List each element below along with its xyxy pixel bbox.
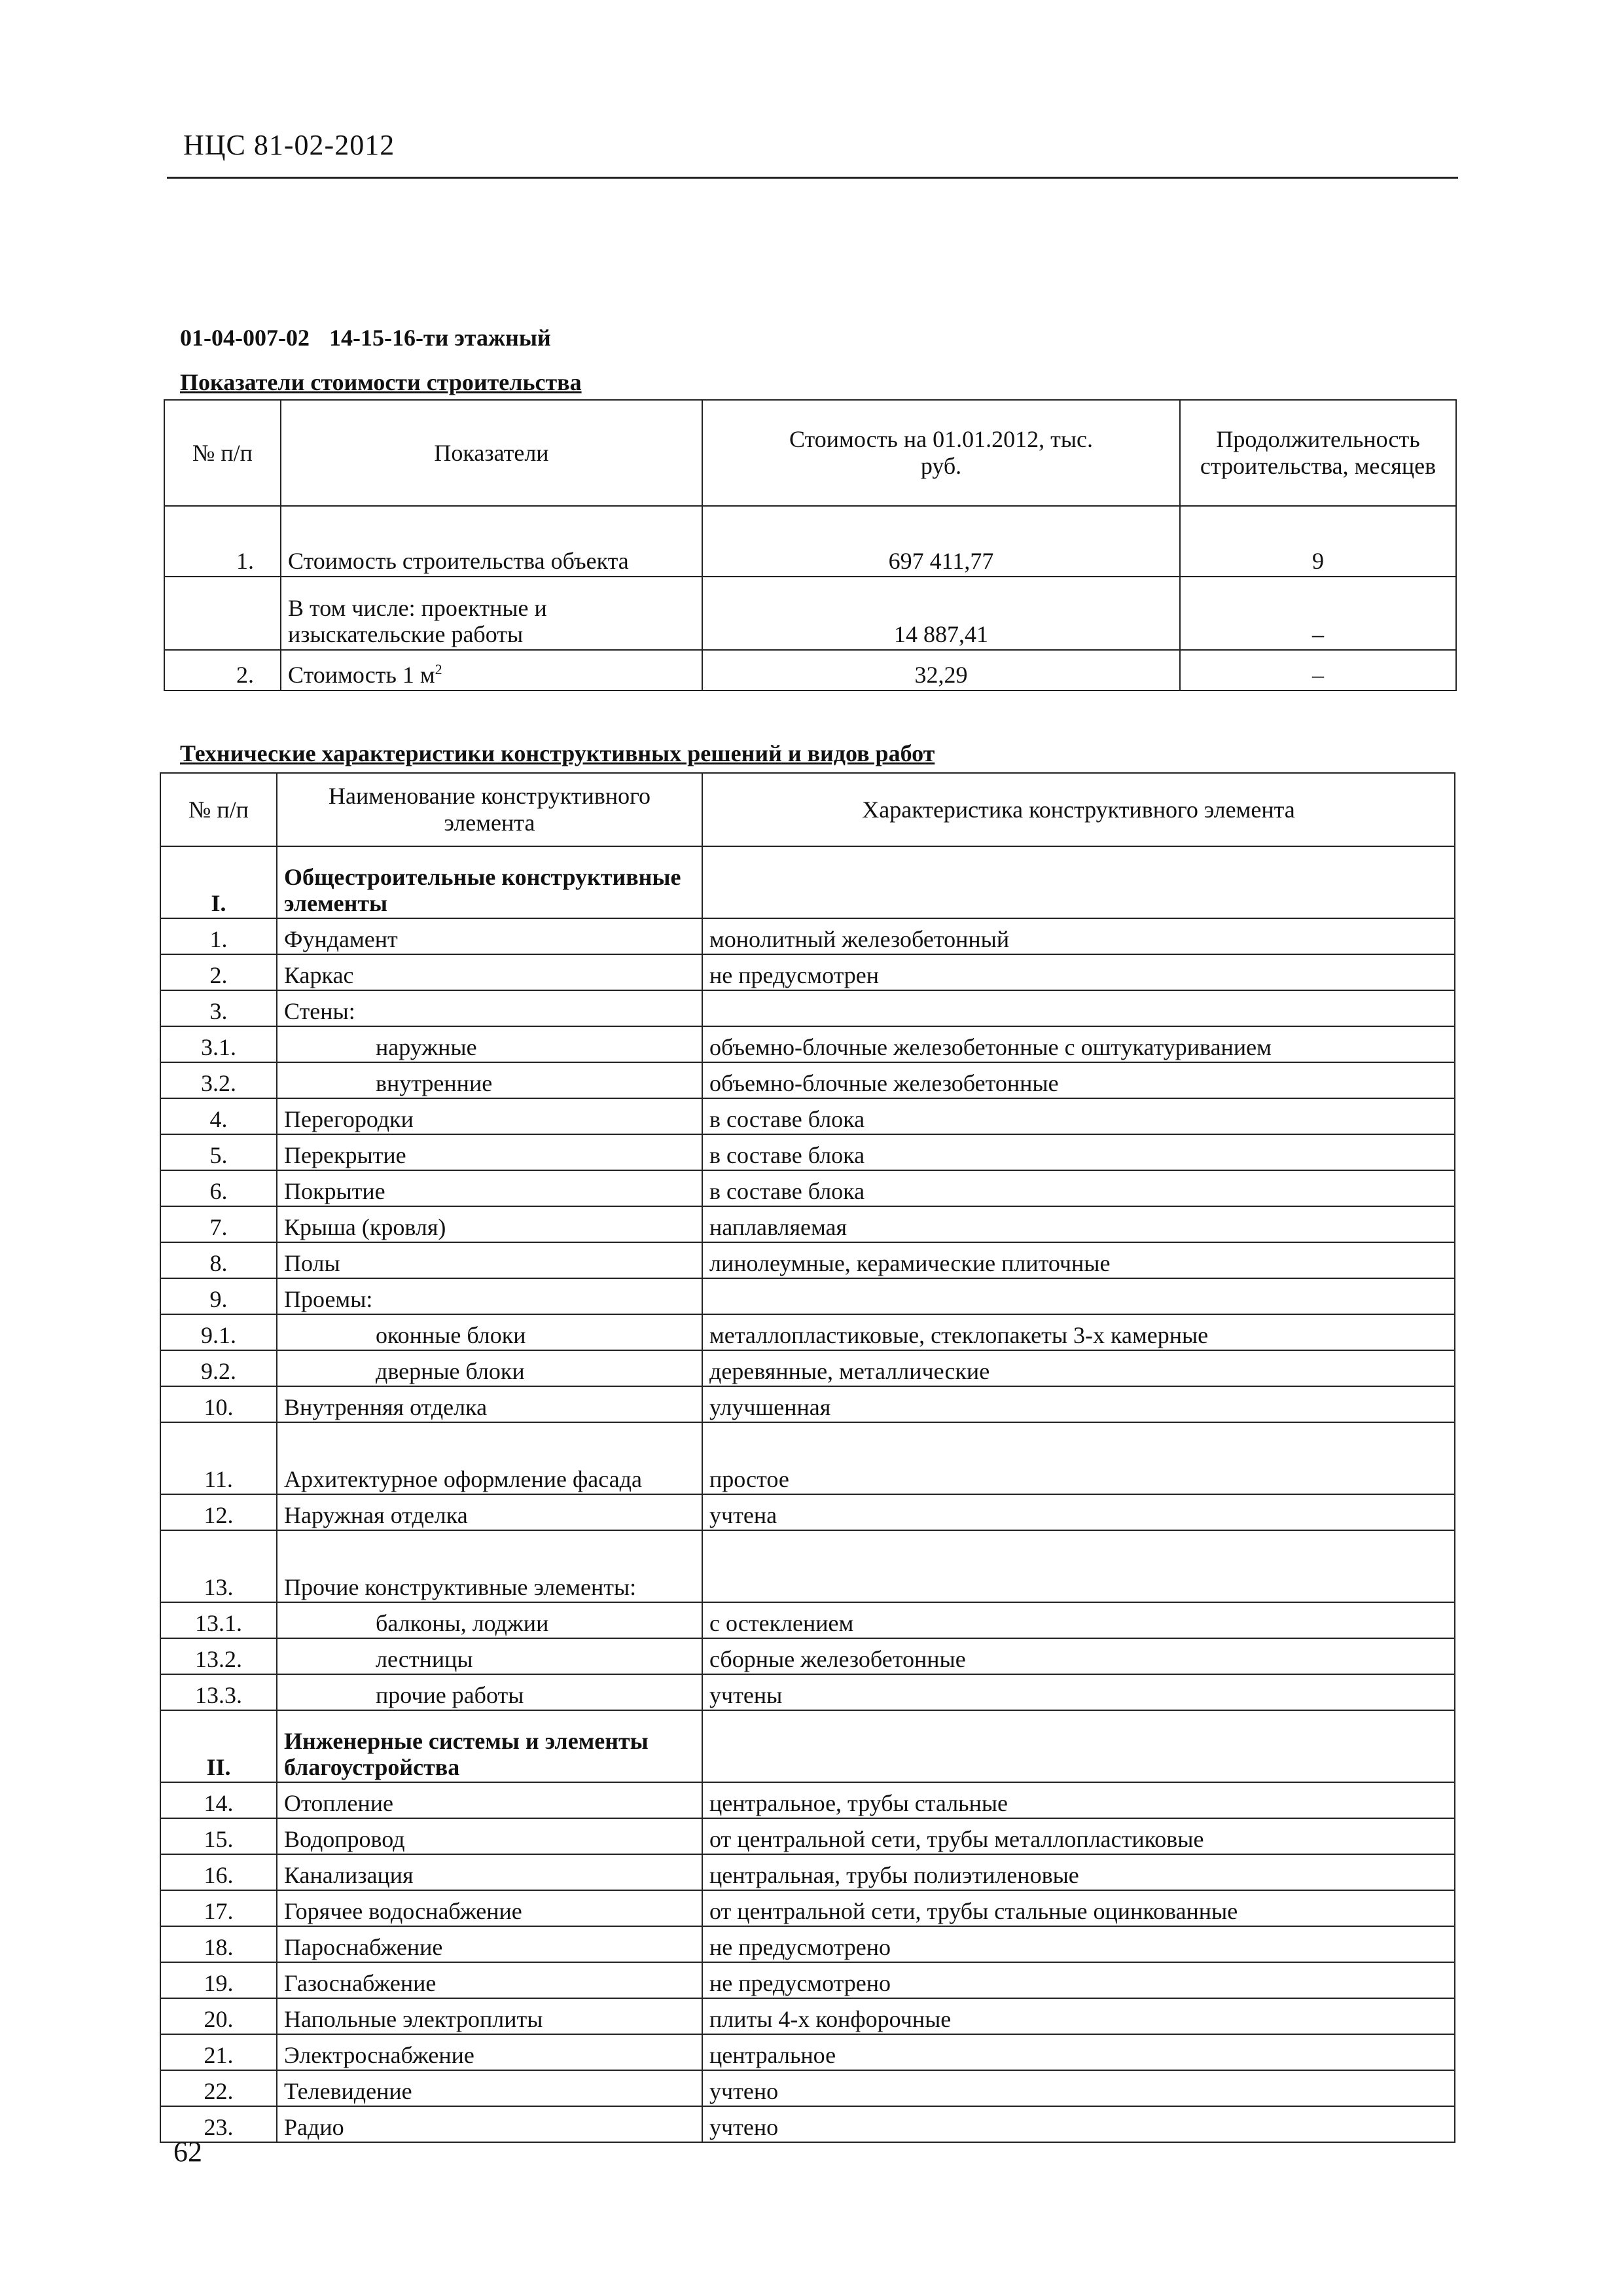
row-number: 6.: [160, 1170, 277, 1206]
element-characteristic: простое: [702, 1422, 1455, 1494]
column-header: Наименование конструктивного элемента: [277, 773, 702, 846]
element-characteristic: в составе блока: [702, 1170, 1455, 1206]
table-row: [160, 1098, 1455, 1134]
table-row: [160, 1350, 1455, 1386]
row-number: 10.: [160, 1386, 277, 1422]
element-characteristic: монолитный железобетонный: [702, 918, 1455, 954]
table-row: [160, 1602, 1455, 1638]
row-number: 13.2.: [160, 1638, 277, 1674]
element-characteristic: с остеклением: [702, 1602, 1455, 1638]
element-characteristic: плиты 4-х конфорочные: [702, 1998, 1455, 2034]
duration-value: –: [1180, 577, 1456, 650]
element-name: Стены:: [277, 990, 702, 1026]
table-row: [160, 1242, 1455, 1278]
element-characteristic: учтены: [702, 1674, 1455, 1710]
indicator-name: [281, 650, 702, 691]
element-name: Покрытие: [277, 1170, 702, 1206]
element-characteristic: учтена: [702, 1494, 1455, 1530]
table-row: [160, 1494, 1455, 1530]
cost-table: [164, 399, 1457, 691]
element-characteristic: центральное, трубы стальные: [702, 1782, 1455, 1818]
element-characteristic: объемно-блочные железобетонные с оштукатуриванием: [702, 1026, 1455, 1062]
indicator-name-text: Стоимость 1 м: [288, 662, 435, 689]
table-row: [160, 1422, 1455, 1494]
row-number: I.: [160, 846, 277, 918]
row-number: 16.: [160, 1854, 277, 1890]
table-row: [160, 918, 1455, 954]
element-name: Общестроительные конструктивные элементы: [277, 846, 702, 918]
section-title: 14-15-16-ти этажный: [329, 325, 551, 351]
element-name: наружные: [277, 1026, 702, 1062]
element-name: прочие работы: [277, 1674, 702, 1710]
row-number: 22.: [160, 2070, 277, 2106]
element-characteristic: улучшенная: [702, 1386, 1455, 1422]
element-characteristic: объемно-блочные железобетонные: [702, 1062, 1455, 1098]
row-number: 1.: [164, 506, 281, 577]
element-characteristic: линолеумные, керамические плиточные: [702, 1242, 1455, 1278]
table-row: [160, 2070, 1455, 2106]
table-row: [160, 1782, 1455, 1818]
element-characteristic: учтено: [702, 2106, 1455, 2142]
element-name: Напольные электроплиты: [277, 1998, 702, 2034]
table-row: [160, 1386, 1455, 1422]
row-number: [164, 577, 281, 650]
row-number: 1.: [160, 918, 277, 954]
table-row: [160, 1134, 1455, 1170]
row-number: 21.: [160, 2034, 277, 2070]
element-characteristic: [702, 1278, 1455, 1314]
column-header: Характеристика конструктивного элемента: [702, 773, 1455, 846]
table-row: [160, 1710, 1455, 1782]
table-row: [160, 2106, 1455, 2142]
table-row: [160, 1170, 1455, 1206]
tech-table-header-row: [160, 773, 1455, 846]
duration-value: –: [1180, 650, 1456, 691]
table-row: [160, 1998, 1455, 2034]
table-row: [160, 1278, 1455, 1314]
row-number: 12.: [160, 1494, 277, 1530]
element-characteristic: сборные железобетонные: [702, 1638, 1455, 1674]
element-name: Архитектурное оформление фасада: [277, 1422, 702, 1494]
table-row: [160, 1638, 1455, 1674]
element-characteristic: центральное: [702, 2034, 1455, 2070]
element-name: Канализация: [277, 1854, 702, 1890]
element-characteristic: [702, 990, 1455, 1026]
table-row: [160, 846, 1455, 918]
column-header: № п/п: [160, 773, 277, 846]
row-number: 13.3.: [160, 1674, 277, 1710]
row-number: 15.: [160, 1818, 277, 1854]
row-number: 19.: [160, 1962, 277, 1998]
row-number: 3.2.: [160, 1062, 277, 1098]
indicator-name: В том числе: проектные и изыскательские работы: [281, 577, 702, 650]
element-name: Инженерные системы и элементы благоустройства: [277, 1710, 702, 1782]
row-number: 9.1.: [160, 1314, 277, 1350]
table-row: [160, 954, 1455, 990]
element-characteristic: учтено: [702, 2070, 1455, 2106]
element-name: Проемы:: [277, 1278, 702, 1314]
table-row: [160, 1530, 1455, 1602]
tech-table-title: Технические характеристики конструктивных решений и видов работ: [180, 740, 935, 766]
cost-table-title: Показатели стоимости строительства: [180, 369, 582, 395]
element-name: Полы: [277, 1242, 702, 1278]
element-characteristic: не предусмотрен: [702, 954, 1455, 990]
indicator-name: Стоимость строительства объекта: [281, 506, 702, 577]
tech-table: [160, 772, 1455, 2143]
tech-table-body: [160, 846, 1455, 2142]
table-row: [160, 1926, 1455, 1962]
duration-value: 9: [1180, 506, 1456, 577]
element-name: Перегородки: [277, 1098, 702, 1134]
row-number: 3.: [160, 990, 277, 1026]
element-name: Прочие конструктивные элементы:: [277, 1530, 702, 1602]
row-number: 5.: [160, 1134, 277, 1170]
table-row: [164, 650, 1456, 691]
element-characteristic: деревянные, металлические: [702, 1350, 1455, 1386]
element-name: Водопровод: [277, 1818, 702, 1854]
element-name: Электроснабжение: [277, 2034, 702, 2070]
column-header: № п/п: [164, 400, 281, 506]
element-characteristic: [702, 1530, 1455, 1602]
row-number: II.: [160, 1710, 277, 1782]
row-number: 9.: [160, 1278, 277, 1314]
element-name: Пароснабжение: [277, 1926, 702, 1962]
row-number: 13.: [160, 1530, 277, 1602]
row-number: 13.1.: [160, 1602, 277, 1638]
table-row: [160, 1314, 1455, 1350]
table-row: [160, 2034, 1455, 2070]
element-characteristic: в составе блока: [702, 1098, 1455, 1134]
element-name: оконные блоки: [277, 1314, 702, 1350]
row-number: 8.: [160, 1242, 277, 1278]
element-name: Внутренняя отделка: [277, 1386, 702, 1422]
superscript: 2: [435, 661, 442, 678]
section-heading: [180, 324, 551, 351]
table-row: [160, 1818, 1455, 1854]
row-number: 2.: [160, 954, 277, 990]
element-name: лестницы: [277, 1638, 702, 1674]
row-number: 7.: [160, 1206, 277, 1242]
column-header: Продолжительность строительства, месяцев: [1180, 400, 1456, 506]
table-row: [164, 506, 1456, 577]
element-name: внутренние: [277, 1062, 702, 1098]
row-number: 18.: [160, 1926, 277, 1962]
table-row: [160, 990, 1455, 1026]
element-name: Каркас: [277, 954, 702, 990]
table-row: [160, 1854, 1455, 1890]
header-rule: [167, 177, 1458, 179]
section-code: 01-04-007-02: [180, 325, 310, 351]
document-code-header: НЦС 81-02-2012: [183, 129, 395, 161]
element-characteristic: [702, 1710, 1455, 1782]
element-characteristic: от центральной сети, трубы металлопластиковые: [702, 1818, 1455, 1854]
element-name: Крыша (кровля): [277, 1206, 702, 1242]
cost-value: 697 411,77: [702, 506, 1180, 577]
table-row: [160, 1890, 1455, 1926]
element-characteristic: от центральной сети, трубы стальные оцинкованные: [702, 1890, 1455, 1926]
page-number: 62: [173, 2136, 202, 2168]
row-number: 9.2.: [160, 1350, 277, 1386]
element-name: Телевидение: [277, 2070, 702, 2106]
element-characteristic: наплавляемая: [702, 1206, 1455, 1242]
table-row: [164, 577, 1456, 650]
row-number: 2.: [164, 650, 281, 691]
element-characteristic: [702, 846, 1455, 918]
element-characteristic: в составе блока: [702, 1134, 1455, 1170]
table-row: [160, 1026, 1455, 1062]
table-row: [160, 1674, 1455, 1710]
element-characteristic: не предусмотрено: [702, 1926, 1455, 1962]
row-number: 17.: [160, 1890, 277, 1926]
element-name: Отопление: [277, 1782, 702, 1818]
element-characteristic: центральная, трубы полиэтиленовые: [702, 1854, 1455, 1890]
element-name: Газоснабжение: [277, 1962, 702, 1998]
cost-value: 14 887,41: [702, 577, 1180, 650]
element-name: дверные блоки: [277, 1350, 702, 1386]
element-name: Перекрытие: [277, 1134, 702, 1170]
element-characteristic: не предусмотрено: [702, 1962, 1455, 1998]
element-name: Горячее водоснабжение: [277, 1890, 702, 1926]
table-row: [160, 1206, 1455, 1242]
row-number: 14.: [160, 1782, 277, 1818]
element-name: Наружная отделка: [277, 1494, 702, 1530]
row-number: 4.: [160, 1098, 277, 1134]
cost-value: 32,29: [702, 650, 1180, 691]
column-header: Стоимость на 01.01.2012, тыс. руб.: [702, 400, 1180, 506]
table-row: [160, 1962, 1455, 1998]
row-number: 23.: [160, 2106, 277, 2142]
element-name: балконы, лоджии: [277, 1602, 702, 1638]
element-characteristic: металлопластиковые, стеклопакеты 3-х камерные: [702, 1314, 1455, 1350]
row-number: 3.1.: [160, 1026, 277, 1062]
column-header: Показатели: [281, 400, 702, 506]
cost-table-header-row: [164, 400, 1456, 506]
element-name: Фундамент: [277, 918, 702, 954]
table-row: [160, 1062, 1455, 1098]
element-name: Радио: [277, 2106, 702, 2142]
row-number: 20.: [160, 1998, 277, 2034]
row-number: 11.: [160, 1422, 277, 1494]
